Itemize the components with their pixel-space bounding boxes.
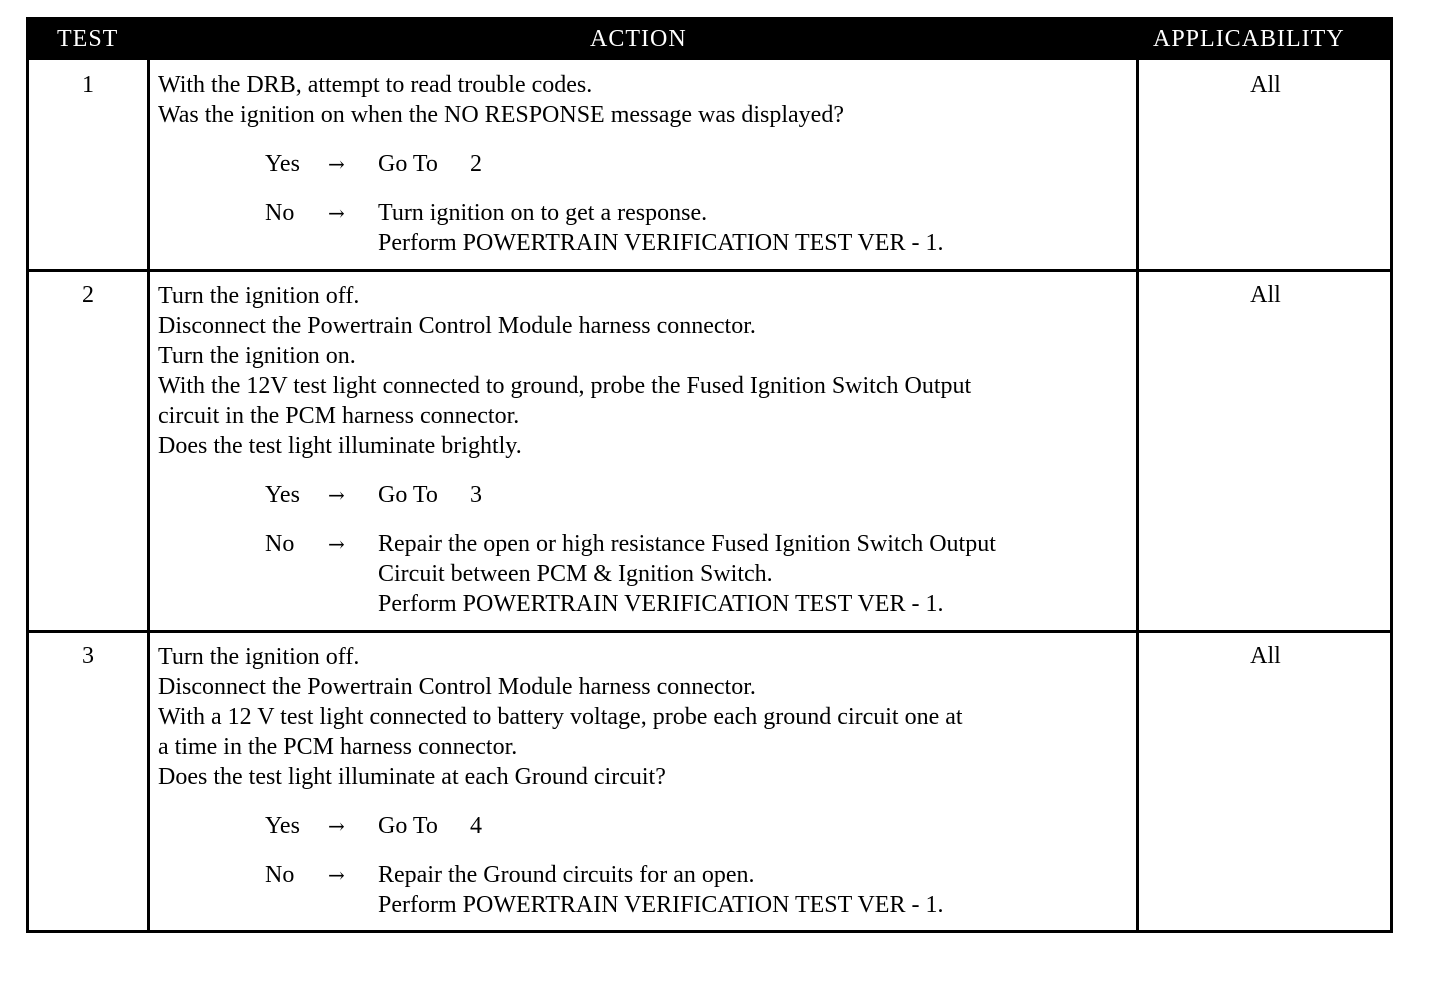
no-action: Repair the open or high resistance Fused Ignition Switch Output [378, 531, 996, 557]
arrow-icon: → [328, 532, 345, 556]
no-continuation [158, 559, 1138, 589]
goto-label: Go To [378, 151, 438, 177]
no-branch [158, 198, 1138, 228]
action-step: Turn the ignition on. [158, 343, 356, 369]
action-step: With a 12 V test light connected to battery voltage, probe each ground circuit one at [158, 704, 963, 730]
action-step: Turn the ignition off. [158, 644, 360, 670]
header-test: TEST [57, 26, 119, 52]
goto-number: 3 [470, 482, 482, 508]
no-action: Circuit between PCM & Ignition Switch. [378, 561, 773, 587]
arrow-icon: → [328, 814, 345, 838]
no-continuation [158, 589, 1138, 619]
goto-number: 4 [470, 813, 482, 839]
no-branch [158, 529, 1138, 559]
action-step: Does the test light illuminate brightly. [158, 433, 522, 459]
action-step: Was the ignition on when the NO RESPONSE message was displayed? [158, 102, 844, 128]
action-step: Does the test light illuminate at each Ground circuit? [158, 764, 666, 790]
test-number: 2 [82, 282, 94, 308]
applicability-value: All [1250, 282, 1281, 308]
goto-number: 2 [470, 151, 482, 177]
row-divider [29, 269, 1390, 272]
no-action: Perform POWERTRAIN VERIFICATION TEST VER - 1. [378, 591, 944, 617]
yes-label: Yes [265, 482, 300, 508]
action-step: With the 12V test light connected to ground, probe the Fused Ignition Switch Output [158, 373, 972, 399]
no-branch [158, 860, 1138, 890]
diagnostic-table [26, 17, 1393, 933]
header-action: ACTION [590, 26, 687, 52]
no-continuation [158, 228, 1138, 258]
yes-label: Yes [265, 813, 300, 839]
action-cell [158, 642, 1138, 920]
no-label: No [265, 200, 295, 226]
yes-branch [158, 480, 1138, 510]
action-step: circuit in the PCM harness connector. [158, 403, 520, 429]
no-action: Perform POWERTRAIN VERIFICATION TEST VER - 1. [378, 230, 944, 256]
arrow-icon: → [328, 483, 345, 507]
arrow-icon: → [328, 863, 345, 887]
test-number: 1 [82, 72, 94, 98]
yes-branch [158, 149, 1138, 179]
action-step: Disconnect the Powertrain Control Module harness connector. [158, 674, 756, 700]
action-step: With the DRB, attempt to read trouble codes. [158, 72, 593, 98]
goto-label: Go To [378, 813, 438, 839]
no-action: Perform POWERTRAIN VERIFICATION TEST VER - 1. [378, 892, 944, 918]
action-step: Disconnect the Powertrain Control Module harness connector. [158, 313, 756, 339]
header-applicability: APPLICABILITY [1153, 26, 1345, 52]
action-step: Turn the ignition off. [158, 283, 360, 309]
table-header [29, 20, 1390, 60]
yes-branch [158, 811, 1138, 841]
action-step: a time in the PCM harness connector. [158, 734, 518, 760]
no-label: No [265, 862, 295, 888]
no-continuation [158, 890, 1138, 920]
applicability-value: All [1250, 72, 1281, 98]
test-number: 3 [82, 643, 94, 669]
no-action: Repair the Ground circuits for an open. [378, 862, 755, 888]
arrow-icon: → [328, 152, 345, 176]
yes-label: Yes [265, 151, 300, 177]
row-divider [29, 630, 1390, 633]
action-cell [158, 281, 1138, 619]
no-action: Turn ignition on to get a response. [378, 200, 708, 226]
column-divider [147, 60, 150, 930]
action-cell [158, 70, 1138, 258]
no-label: No [265, 531, 295, 557]
arrow-icon: → [328, 201, 345, 225]
applicability-value: All [1250, 643, 1281, 669]
goto-label: Go To [378, 482, 438, 508]
